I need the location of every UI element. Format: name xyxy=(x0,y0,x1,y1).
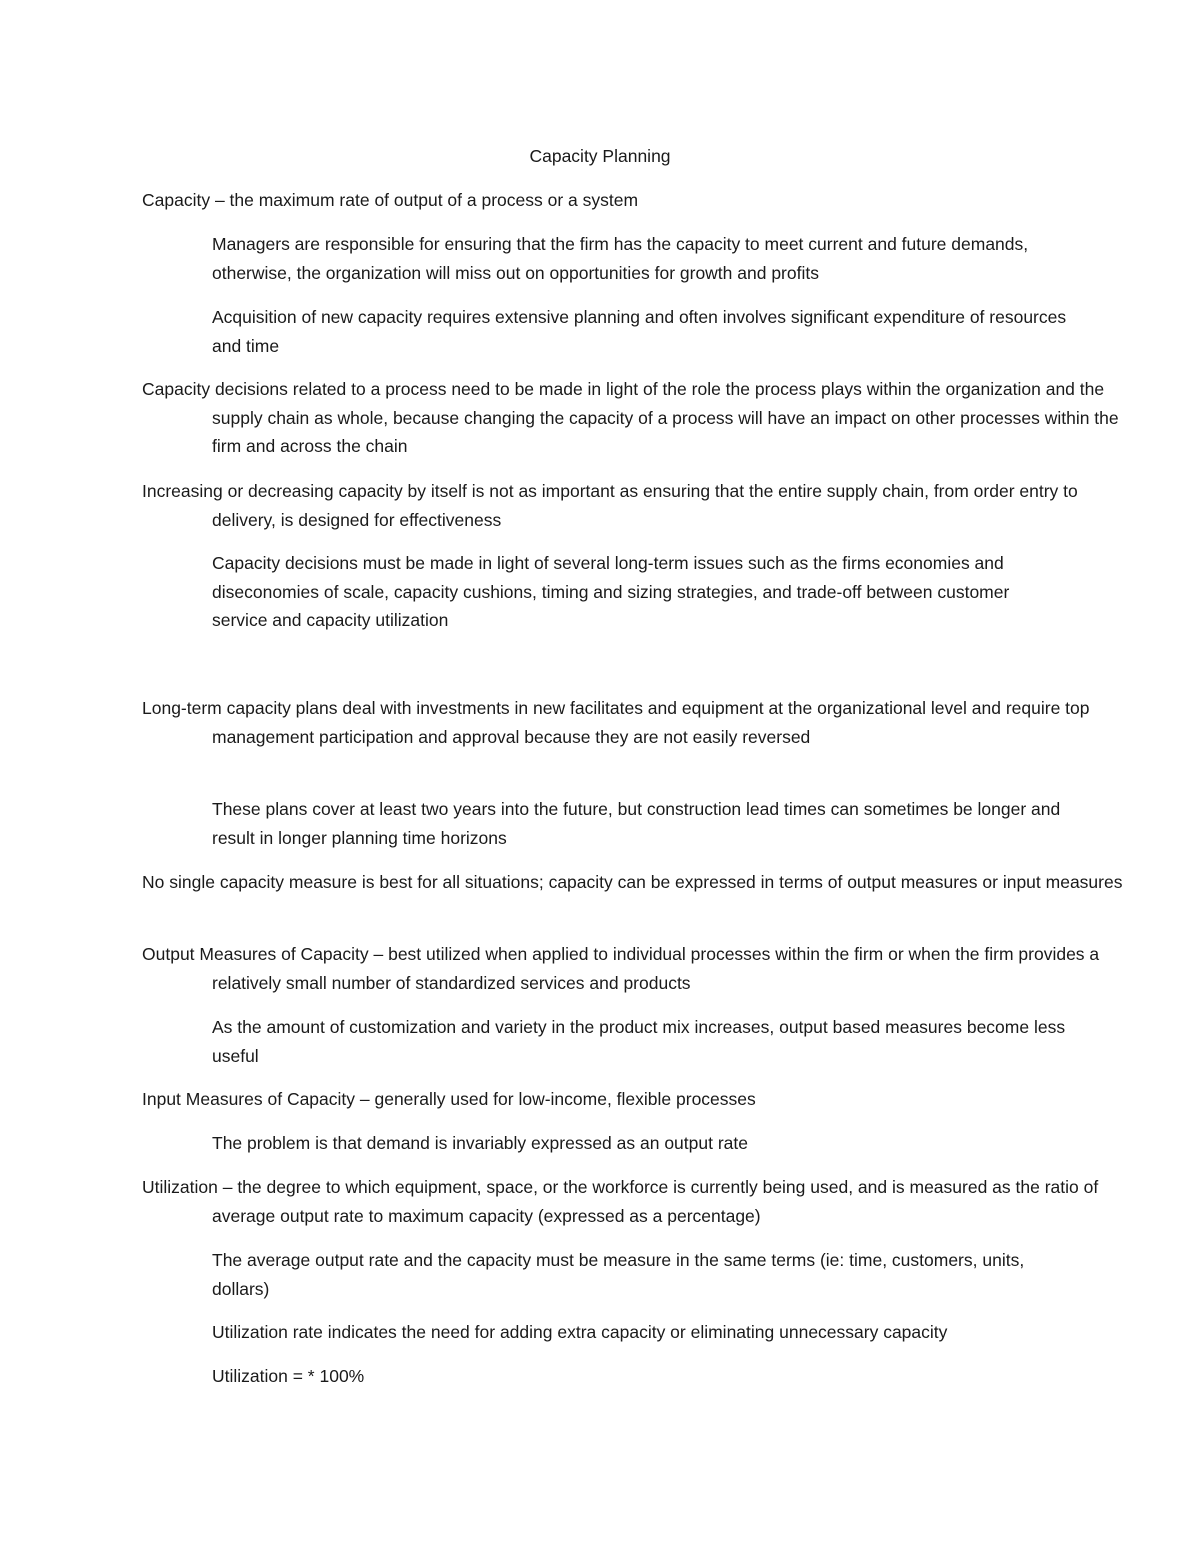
paragraph-utilization-definition: Utilization – the degree to which equipment, space, or the workforce is currently being used, and is measured as the ratio of average output rate to maximum capacity (expressed as a percentage) xyxy=(142,1177,1099,1226)
paragraph-increasing-decreasing-capacity: Increasing or decreasing capacity by itself is not as important as ensuring that the entire supply chain, from order entry to delivery, is designed for effectiveness xyxy=(142,481,1078,530)
paragraph-capacity-definition: Capacity – the maximum rate of output of a process or a system xyxy=(142,190,639,210)
document-title: Capacity Planning xyxy=(529,146,671,166)
paragraph-no-single-measure: No single capacity measure is best for all situations; capacity can be expressed in terms of output measures or input measures xyxy=(142,872,1123,892)
paragraph-managers-responsibility: Managers are responsible for ensuring that the firm has the capacity to meet current and future demands, otherwise, the organization will miss out on opportunities for growth and profits xyxy=(212,234,1029,283)
paragraph-long-term-issues: Capacity decisions must be made in light of several long-term issues such as the firms economies and diseconomies of scale, capacity cushions, timing and sizing strategies, and trade-off between customer service and capacity utilization xyxy=(212,553,1010,630)
paragraph-output-measures: Output Measures of Capacity – best utilized when applied to individual processes within the firm or when the firm provides a relatively small number of standardized services and products xyxy=(142,944,1100,993)
paragraph-plans-cover-two-years: These plans cover at least two years into the future, but construction lead times can sometimes be longer and result in longer planning time horizons xyxy=(212,799,1061,848)
paragraph-capacity-decisions-process: Capacity decisions related to a process need to be made in light of the role the process plays within the organization and the supply chain as whole, because changing the capacity of a process will have an impact on other processes within the firm and across the chain xyxy=(142,379,1119,456)
paragraph-customization-variety: As the amount of customization and variety in the product mix increases, output based measures become less useful xyxy=(212,1017,1066,1066)
paragraph-same-terms: The average output rate and the capacity must be measure in the same terms (ie: time, customers, units, dollars) xyxy=(212,1250,1025,1299)
paragraph-acquisition-new-capacity: Acquisition of new capacity requires extensive planning and often involves significant expenditure of resources and time xyxy=(212,307,1067,356)
paragraph-utilization-rate-need: Utilization rate indicates the need for adding extra capacity or eliminating unnecessary capacity xyxy=(212,1322,948,1342)
paragraph-input-measures: Input Measures of Capacity – generally used for low-income, flexible processes xyxy=(142,1089,756,1109)
paragraph-demand-output-rate: The problem is that demand is invariably expressed as an output rate xyxy=(212,1133,748,1153)
paragraph-long-term-capacity-plans: Long-term capacity plans deal with investments in new facilitates and equipment at the organizational level and require top management participation and approval because they are not easily reversed xyxy=(142,698,1090,747)
paragraph-utilization-formula: Utilization = * 100% xyxy=(212,1366,365,1386)
